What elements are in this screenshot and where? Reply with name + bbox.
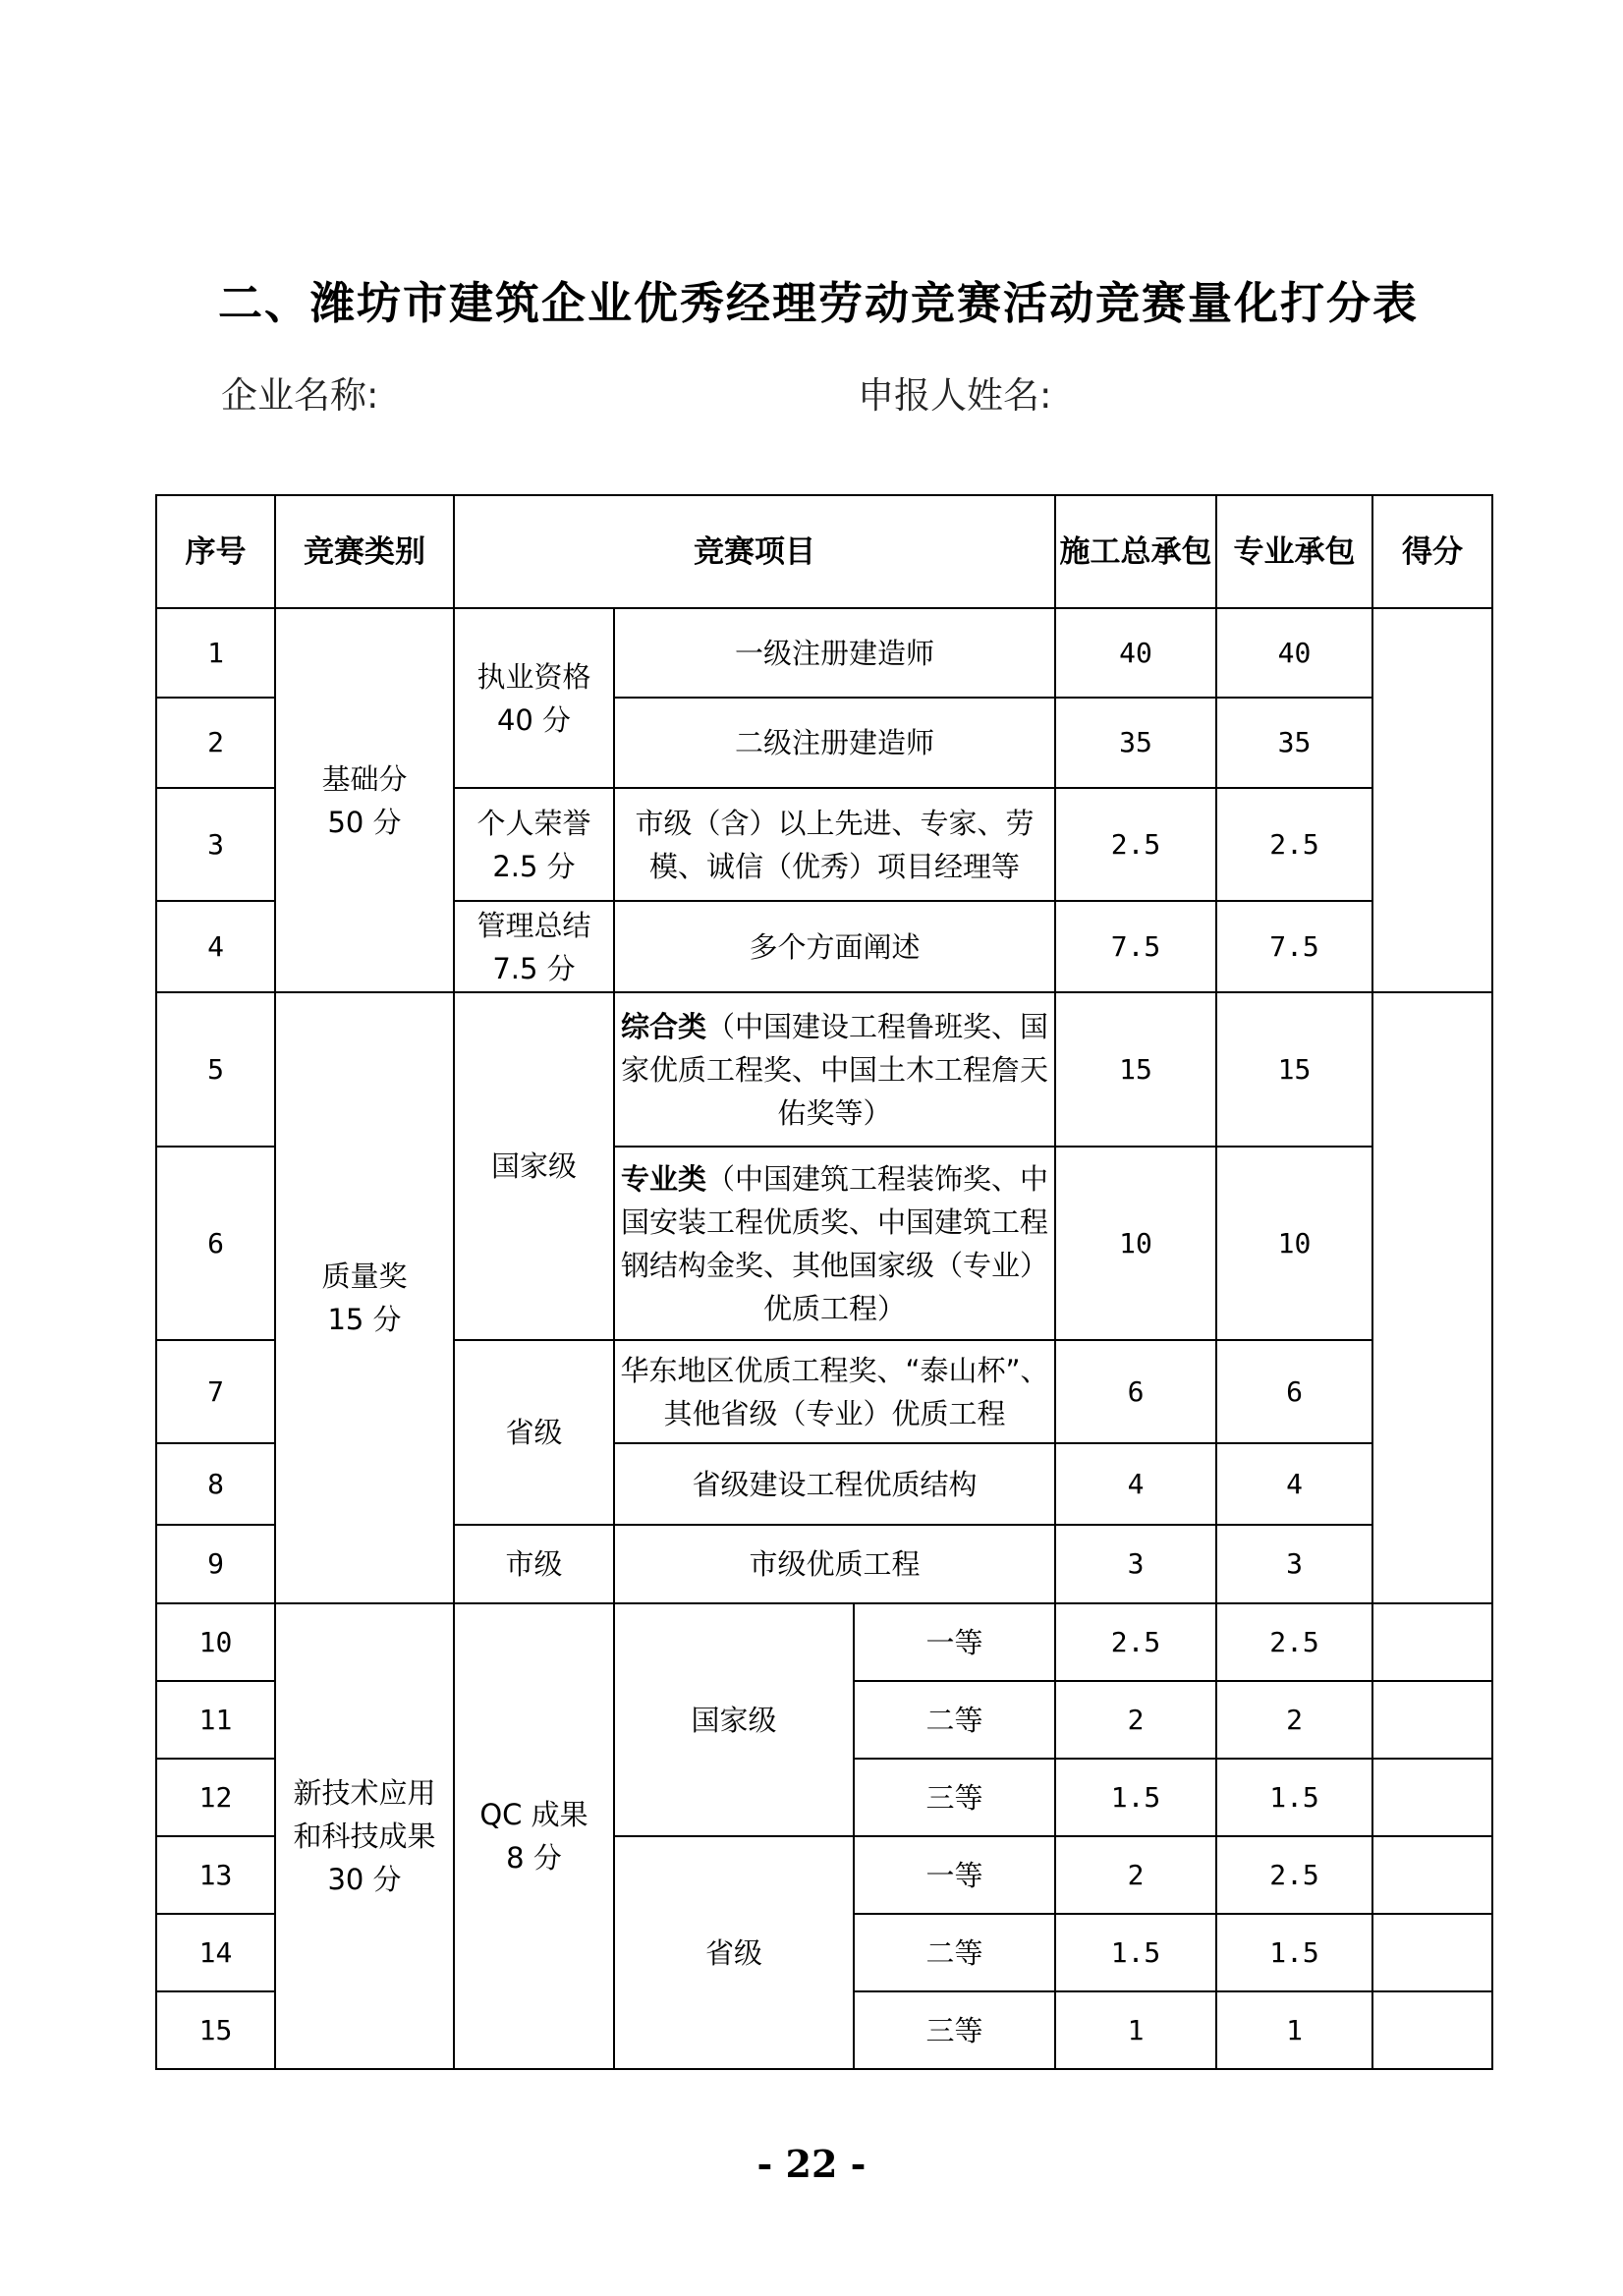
subcategory-qualification bbox=[454, 608, 614, 788]
general-value: 35 bbox=[1055, 698, 1216, 788]
subcategory-name: 执业资格 bbox=[476, 659, 591, 694]
category-points: 15 分 bbox=[327, 1303, 402, 1336]
special-value: 6 bbox=[1216, 1340, 1372, 1443]
special-value: 1.5 bbox=[1216, 1759, 1372, 1836]
table-header-row bbox=[156, 495, 1492, 608]
row-no: 3 bbox=[156, 788, 275, 901]
row-no: 12 bbox=[156, 1759, 275, 1836]
row-no: 6 bbox=[156, 1147, 275, 1340]
header-score: 得分 bbox=[1372, 495, 1492, 608]
general-value: 4 bbox=[1055, 1443, 1216, 1525]
special-value: 2.5 bbox=[1216, 788, 1372, 901]
special-value: 2.5 bbox=[1216, 1836, 1372, 1914]
page-title: 二、潍坊市建筑企业优秀经理劳动竞赛活动竞赛量化打分表 bbox=[218, 277, 1420, 329]
score-cell[interactable] bbox=[1372, 1603, 1492, 1681]
general-value: 10 bbox=[1055, 1147, 1216, 1340]
special-value: 15 bbox=[1216, 992, 1372, 1147]
row-no: 13 bbox=[156, 1836, 275, 1914]
page-number: - 22 - bbox=[756, 2142, 867, 2186]
header-category: 竞赛类别 bbox=[275, 495, 454, 608]
general-value: 1.5 bbox=[1055, 1759, 1216, 1836]
item-text: 多个方面阐述 bbox=[614, 901, 1055, 992]
subcategory-points: 7.5 分 bbox=[492, 951, 576, 985]
subcategory-points: 40 分 bbox=[496, 702, 572, 737]
item-text: 省级建设工程优质结构 bbox=[614, 1443, 1055, 1525]
special-value: 35 bbox=[1216, 698, 1372, 788]
row-no: 5 bbox=[156, 992, 275, 1147]
general-value: 40 bbox=[1055, 608, 1216, 698]
item-detail: （中国建筑工程装饰奖、中国安装工程优质奖、中国建筑工程钢结构金奖、其他国家级（专业）优质工程） bbox=[621, 1161, 1049, 1325]
row-no: 10 bbox=[156, 1603, 275, 1681]
row-no: 2 bbox=[156, 698, 275, 788]
header-item: 竞赛项目 bbox=[454, 495, 1055, 608]
special-value: 4 bbox=[1216, 1443, 1372, 1525]
grade-label: 三等 bbox=[854, 1991, 1055, 2069]
row-no: 9 bbox=[156, 1525, 275, 1603]
subcategory-name: QC 成果 bbox=[479, 1798, 588, 1831]
general-value: 2.5 bbox=[1055, 788, 1216, 901]
subcategory-points: 8 分 bbox=[506, 1841, 562, 1875]
header-no: 序号 bbox=[156, 495, 275, 608]
row-no: 1 bbox=[156, 608, 275, 698]
subcategory-honor bbox=[454, 788, 614, 901]
subcategory-summary bbox=[454, 901, 614, 992]
grade-label: 二等 bbox=[854, 1681, 1055, 1759]
applicant-name-label: 申报人姓名: bbox=[858, 374, 1052, 417]
category-basic bbox=[275, 608, 454, 992]
score-cell-basic[interactable] bbox=[1372, 608, 1492, 992]
subcategory-name: 个人荣誉 bbox=[476, 806, 591, 840]
general-value: 1.5 bbox=[1055, 1914, 1216, 1991]
score-cell[interactable] bbox=[1372, 1991, 1492, 2069]
grade-label: 一等 bbox=[854, 1836, 1055, 1914]
special-value: 10 bbox=[1216, 1147, 1372, 1340]
general-value: 2.5 bbox=[1055, 1603, 1216, 1681]
item-text: 一级注册建造师 bbox=[614, 608, 1055, 698]
row-no: 15 bbox=[156, 1991, 275, 2069]
score-cell[interactable] bbox=[1372, 1681, 1492, 1759]
subcategory-city: 市级 bbox=[454, 1525, 614, 1603]
general-value: 1 bbox=[1055, 1991, 1216, 2069]
item-text bbox=[614, 1147, 1055, 1340]
subcategory-provincial: 省级 bbox=[454, 1340, 614, 1525]
row-no: 14 bbox=[156, 1914, 275, 1991]
grade-label: 二等 bbox=[854, 1914, 1055, 1991]
special-value: 3 bbox=[1216, 1525, 1372, 1603]
subcategory-national: 国家级 bbox=[454, 992, 614, 1340]
score-cell[interactable] bbox=[1372, 1759, 1492, 1836]
category-points: 50 分 bbox=[327, 805, 402, 839]
subcategory-points: 2.5 分 bbox=[492, 849, 576, 883]
subcategory-qc bbox=[454, 1603, 614, 2069]
row-no: 8 bbox=[156, 1443, 275, 1525]
category-name-line1: 新技术应用 bbox=[293, 1776, 436, 1810]
row-no: 11 bbox=[156, 1681, 275, 1759]
special-value: 7.5 bbox=[1216, 901, 1372, 992]
row-no: 4 bbox=[156, 901, 275, 992]
special-value: 1.5 bbox=[1216, 1914, 1372, 1991]
qc-provincial: 省级 bbox=[614, 1836, 854, 2069]
general-value: 2 bbox=[1055, 1681, 1216, 1759]
general-value: 3 bbox=[1055, 1525, 1216, 1603]
row-no: 7 bbox=[156, 1340, 275, 1443]
item-type-label: 综合类 bbox=[620, 1009, 706, 1043]
header-general-contract: 施工总承包 bbox=[1055, 495, 1216, 608]
qc-national: 国家级 bbox=[614, 1603, 854, 1836]
special-value: 40 bbox=[1216, 608, 1372, 698]
item-text: 二级注册建造师 bbox=[614, 698, 1055, 788]
item-text: 华东地区优质工程奖、“泰山杯”、其他省级（专业）优质工程 bbox=[614, 1340, 1055, 1443]
item-detail: （中国建设工程鲁班奖、国家优质工程奖、中国土木工程詹天佑奖等） bbox=[621, 1009, 1049, 1130]
score-cell[interactable] bbox=[1372, 1836, 1492, 1914]
general-value: 2 bbox=[1055, 1836, 1216, 1914]
category-name: 基础分 bbox=[321, 761, 408, 796]
special-value: 1 bbox=[1216, 1991, 1372, 2069]
special-value: 2.5 bbox=[1216, 1603, 1372, 1681]
general-value: 7.5 bbox=[1055, 901, 1216, 992]
grade-label: 一等 bbox=[854, 1603, 1055, 1681]
table-row bbox=[156, 608, 1492, 698]
table-row bbox=[156, 1603, 1492, 1681]
item-text bbox=[614, 992, 1055, 1147]
scoring-table bbox=[155, 494, 1493, 2070]
category-name-line2: 和科技成果 bbox=[293, 1820, 436, 1853]
item-type-label: 专业类 bbox=[620, 1161, 706, 1196]
header-special-contract: 专业承包 bbox=[1216, 495, 1372, 608]
grade-label: 三等 bbox=[854, 1759, 1055, 1836]
special-value: 2 bbox=[1216, 1681, 1372, 1759]
score-cell-quality[interactable] bbox=[1372, 992, 1492, 1603]
general-value: 6 bbox=[1055, 1340, 1216, 1443]
category-points: 30 分 bbox=[327, 1863, 402, 1896]
category-tech bbox=[275, 1603, 454, 2069]
subcategory-name: 管理总结 bbox=[476, 908, 591, 942]
category-name: 质量奖 bbox=[321, 1260, 408, 1293]
score-cell[interactable] bbox=[1372, 1914, 1492, 1991]
category-quality bbox=[275, 992, 454, 1603]
item-text: 市级（含）以上先进、专家、劳模、诚信（优秀）项目经理等 bbox=[614, 788, 1055, 901]
company-name-label: 企业名称: bbox=[221, 374, 379, 417]
item-text: 市级优质工程 bbox=[614, 1525, 1055, 1603]
table-row bbox=[156, 992, 1492, 1147]
general-value: 15 bbox=[1055, 992, 1216, 1147]
